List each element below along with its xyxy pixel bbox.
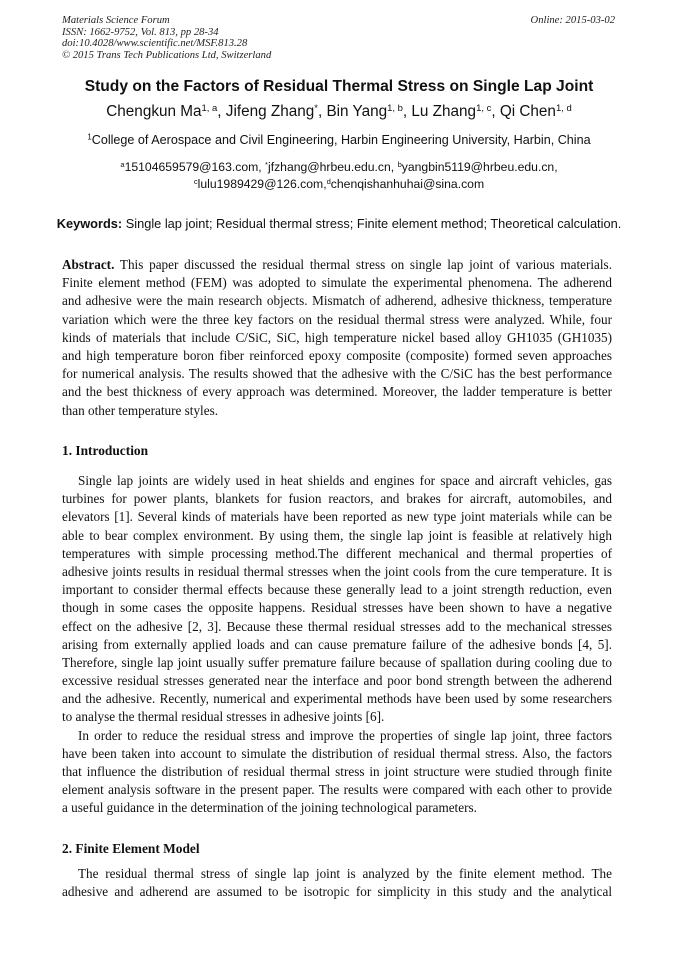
- paragraph-line: have been taken into account to simulate the distribution of residual thermal stress. Also, the factors: [62, 745, 612, 761]
- paragraph: [62, 472, 612, 727]
- paragraph-line: adhesive joints results in residual thermal stresses when the joint cools from the cure temperature. It is: [62, 563, 612, 579]
- email-marker: c: [193, 176, 198, 186]
- section-heading-introduction: 1. Introduction: [62, 443, 149, 458]
- author-affiliation-marker: 1, c: [476, 102, 492, 114]
- paragraph-line: adhesive and adherend are assumed to be isotropic for simplicity in this study and the analytical: [62, 884, 612, 900]
- abstract-text: Finite element method (FEM) was adopted to simulate the experimental phenomena. The adherend: [62, 275, 612, 291]
- author-name: Bin Yang: [326, 103, 388, 120]
- paragraph-line: to analyse the thermal residual stresses in adhesive joints [6].: [62, 709, 385, 725]
- section-heading-finite-element-model: 2. Finite Element Model: [62, 841, 200, 856]
- author-affiliation-marker: 1, b: [387, 102, 403, 114]
- email-marker: b: [397, 159, 402, 169]
- abstract-text: and the best thickness of every approach was determined. Moreover, the ladder temperature is better: [62, 384, 612, 400]
- paper-title: Study on the Factors of Residual Thermal Stress on Single Lap Joint: [84, 78, 594, 95]
- finite-element-model-body: [62, 865, 612, 901]
- paragraph-line: Single lap joints are widely used in heat shields and engines for space and aircraft vehicles, gas: [78, 473, 612, 488]
- paragraph-line: important to consider thermal effects because these generally lead to a joint strength reduction, even: [62, 582, 612, 598]
- abstract-label: Abstract.: [62, 257, 115, 272]
- abstract-text: and adhesive were the main research objects. Mismatch of adherend, adhesive thickness, temperature: [62, 293, 612, 309]
- paragraph-line: and the adhesive. Recently, numerical and experimental methods have been used by some researchers: [62, 691, 612, 707]
- author-separator: ,: [402, 103, 412, 120]
- email-address: chenqishanhuhai@sina.com: [330, 177, 485, 191]
- email-address: yangbin5119@hrbeu.edu.cn,: [401, 160, 558, 174]
- email-marker: a: [120, 159, 125, 169]
- paragraph-line: turbines for power plants, blankets for fusion reactors, and brakes for aircraft, automobiles, and: [62, 491, 612, 507]
- abstract-text: and high temperature boron fiber reinforced epoxy composite (composite) formed seven approaches: [62, 347, 612, 363]
- affiliation-text: College of Aerospace and Civil Engineering, Harbin Engineering University, Harbin, China: [91, 133, 591, 147]
- author-affiliation-marker: 1, d: [555, 102, 572, 114]
- abstract-line: [62, 365, 612, 383]
- abstract: [62, 256, 612, 420]
- abstract-line: [62, 311, 612, 329]
- author-affiliation-marker: 1, a: [201, 102, 218, 114]
- paragraph-line: Therefore, single lap joint usually suffer premature failure because of spallation during cooling due to: [62, 654, 612, 670]
- abstract-text: variation which were the three key factors on the residual thermal stress were analyzed. While, four: [62, 311, 612, 327]
- paragraph-line: arising from externally applied loads and can cause premature failure of the adhesive bonds [4, 5].: [62, 636, 612, 652]
- paragraph-line: excessive residual stresses generated near the interface and poor bond strength between the adherend: [62, 673, 612, 689]
- paragraph-line: In order to reduce the residual stress and improve the properties of single lap joint, three factors: [78, 727, 612, 743]
- email-marker: *: [265, 159, 268, 169]
- author-affiliation-marker: *: [314, 102, 318, 114]
- paragraph-line: a useful guidance in the determination of the joining technological parameters.: [62, 800, 477, 816]
- introduction-body: [62, 472, 612, 818]
- paragraph-line: that influence the distribution of residual thermal stress in joint structure were studied through finite: [62, 764, 612, 779]
- abstract-text: for numerical analysis. The results showed that the adhesive with the C/SiC has the best performance: [62, 366, 612, 382]
- paragraph-line: element analysis software in the present paper. The results were compared with each other to provide: [62, 782, 612, 798]
- copyright: © 2015 Trans Tech Publications Ltd, Switzerland: [62, 49, 272, 61]
- abstract-text: kinds of materials that include C/SiC, SiC, high temperature nickel based alloy GH1035 (GH1035): [62, 329, 612, 345]
- author-separator: ,: [217, 103, 226, 120]
- abstract-text: than other temperature styles.: [62, 402, 218, 418]
- abstract-line: [62, 347, 612, 365]
- email-address: lulu1989429@126.com,: [197, 177, 327, 191]
- abstract-line: [62, 329, 612, 347]
- abstract-line: [62, 292, 612, 310]
- affiliation: [0, 133, 678, 147]
- doi[interactable]: doi:10.4028/www.scientific.net/MSF.813.28: [62, 38, 248, 50]
- abstract-line: [62, 402, 612, 420]
- author-name: Chengkun Ma: [106, 103, 202, 120]
- abstract-line: [62, 256, 612, 274]
- paragraph-line: able to bear complex environment. By using them, the single lap joint is feasible at relatively high: [62, 527, 612, 543]
- journal-info: [62, 15, 271, 61]
- paragraph-line: elevators [1]. Several kinds of materials have been reported as new type joint materials while can be: [62, 509, 612, 525]
- keywords: [0, 216, 678, 231]
- author-name: Qi Chen: [499, 103, 556, 120]
- email-marker: d: [326, 176, 331, 186]
- author-separator: ,: [491, 103, 500, 120]
- paragraph: [62, 865, 612, 901]
- author-separator: ,: [317, 103, 327, 120]
- paragraph: [62, 727, 612, 818]
- journal-name: Materials Science Forum: [62, 15, 170, 26]
- keywords-label: Keywords:: [56, 216, 123, 231]
- paragraph-line: though in some cases the opposite happens. Residual stresses have been shown to have a negative: [62, 600, 612, 616]
- paragraph-line: effect on the adhesive [2, 3]. Because these thermal residual stresses add to the mechanical stresses: [62, 618, 612, 634]
- author-list: [0, 103, 678, 121]
- email-list: [0, 159, 678, 193]
- abstract-line: [62, 383, 612, 401]
- abstract-text: This paper discussed the residual thermal stress on single lap joint of various materials.: [114, 257, 612, 272]
- abstract-line: [62, 274, 612, 292]
- keywords-text: Single lap joint; Residual thermal stress; Finite element method; Theoretical calculation.: [122, 216, 622, 231]
- author-name: Lu Zhang: [411, 103, 477, 120]
- author-name: Jifeng Zhang: [225, 103, 315, 120]
- paragraph-line: temperatures with simple processing method.The different mechanical and thermal properties of: [62, 545, 612, 561]
- online-date: Online: 2015-03-02: [530, 15, 615, 26]
- paragraph-line: The residual thermal stress of single lap joint is analyzed by the finite element method. The: [78, 866, 612, 881]
- issn: ISSN: 1662-9752, Vol. 813, pp 28-34: [62, 26, 219, 38]
- email-address: 15104659579@163.com,: [124, 160, 266, 174]
- email-address: jfzhang@hrbeu.edu.cn,: [267, 160, 398, 174]
- affiliation-marker: 1: [87, 132, 92, 142]
